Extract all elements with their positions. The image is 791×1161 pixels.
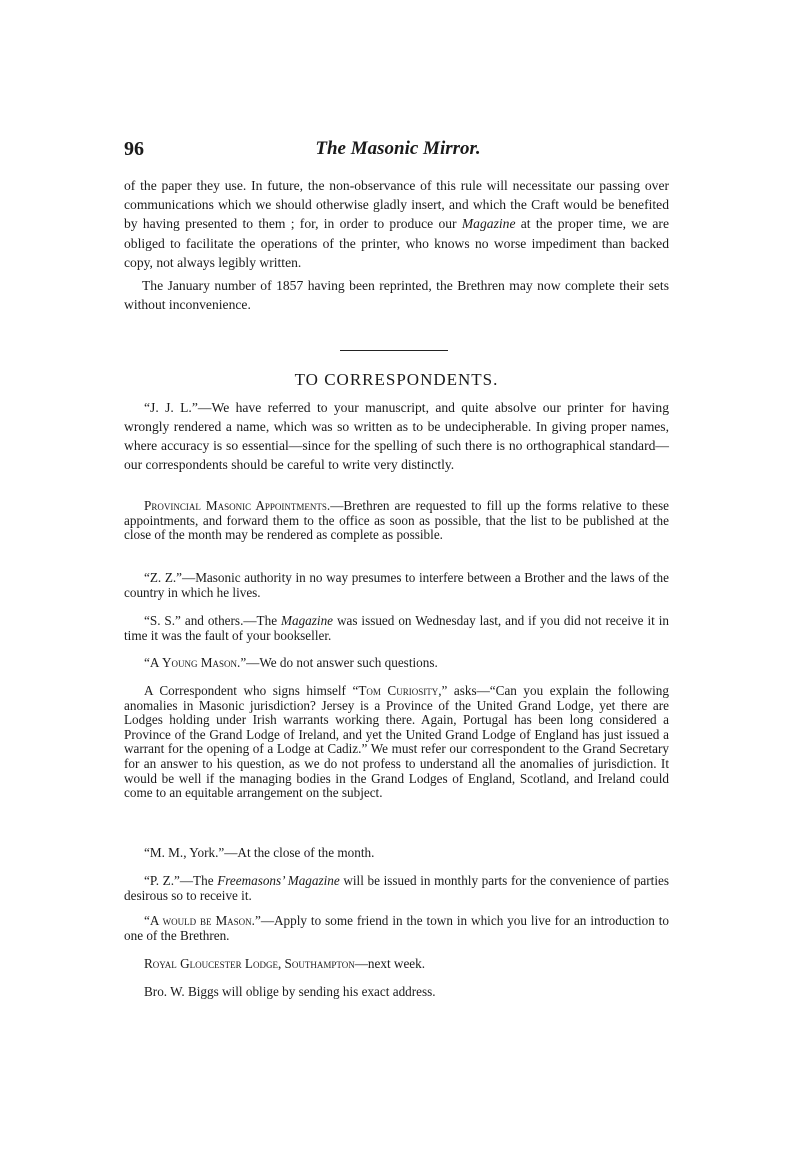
- correspondent-ss: [124, 614, 669, 643]
- intro-p1-start: of the paper they use. In future, the non-observance of this rule will necessitate our passing over communications which we should otherwise gladly insert, and which the Craft would be benefited by having presented to them ; for, in order to produce our: [124, 178, 669, 232]
- intro-paragraph-1: [124, 176, 669, 272]
- jjl-paragraph: “J. J. L.”—We have referred to your manuscript, and quite absolve our printer for having wrongly rendered a name, which was so written as to be undecipherable. In giving proper names, where accuracy is so essential—since for the spelling of such there is no orthographical standard—our correspondents should be careful to write very distinctly.: [124, 400, 669, 472]
- ss-magazine: Magazine: [281, 613, 334, 628]
- ss-before: “S. S.” and others.—The: [144, 613, 281, 628]
- would-be-quote: “A: [144, 913, 163, 928]
- correspondent-mm: [124, 846, 669, 861]
- young-mason-quote: “A: [144, 655, 162, 670]
- correspondent-royal-gloucester: [124, 957, 669, 972]
- royal-label: Royal Gloucester Lodge, Southampton: [144, 956, 355, 971]
- running-head: [124, 138, 672, 166]
- section-divider: [340, 350, 448, 351]
- pz-after: will be issued in monthly parts for the convenience of parties desirous so to receive it.: [124, 873, 669, 903]
- biggs-paragraph: Bro. W. Biggs will oblige by sending his exact address.: [144, 984, 436, 999]
- ss-after: was issued on Wednesday last, and if you did not receive it in time it was the fault of your bookseller.: [124, 613, 669, 643]
- provincial-text: —Brethren are requested to fill up the forms relative to these appointments, and forward them to the office as soon as possible, that the list to be published at the close of the month may be rendered as complete as possible.: [124, 498, 669, 543]
- young-mason-paragraph: [124, 656, 669, 671]
- intro-paragraph-2: The January number of 1857 having been reprinted, the Brethren may now complete their sets without inconvenience.: [124, 278, 669, 313]
- young-mason-label: Young Mason.: [161, 655, 241, 670]
- royal-paragraph: [124, 957, 669, 972]
- section-heading: TO CORRESPONDENTS.: [294, 370, 499, 389]
- mm-paragraph: “M. M., York.”—At the close of the month.: [144, 845, 375, 860]
- zz-paragraph: “Z. Z.”—Masonic authority in no way presumes to interfere between a Brother and the laws of the country in which he lives.: [124, 570, 669, 600]
- tom-after: ” asks—“Can you explain the following anomalies in Masonic jurisdiction? Jersey is a Province of the United Grand Lodge, yet there are Lodges holding under Irish warrants working there. Again, Portugal has been long considered a Province of the Grand Lodge of Ireland, and yet the United Grand Lodge of England has just issued a warrant for the opening of a Lodge at Cadiz.” We must refer our correspondent to the Grand Secretary for an answer to his question, as we do not profess to understand all the anomalies of jurisdiction. It would be well if the managing bodies in the Grand Lodges of England, Scotland, and Ireland could come to an equitable arrangement on the subject.: [124, 683, 669, 801]
- correspondent-provincial: [124, 499, 669, 543]
- magazine-italic: Magazine: [461, 216, 516, 232]
- young-mason-text: ”—We do not answer such questions.: [240, 655, 438, 670]
- would-be-text: ”—Apply to some friend in the town in which you live for an introduction to one of the Brethren.: [124, 913, 669, 943]
- would-be-paragraph: [124, 914, 669, 943]
- correspondent-biggs: [124, 985, 669, 1000]
- pz-before: “P. Z.”—The: [144, 873, 218, 888]
- tom-label: Tom Curiosity,: [358, 683, 442, 698]
- correspondent-would-be: [124, 914, 669, 943]
- royal-text: —next week.: [354, 956, 426, 971]
- page-number: 96: [124, 138, 144, 160]
- intro-p1-end: at the proper time, we are obliged to facilitate the operations of the printer, who knows no worse impediment than backed copy, not always legibly written.: [124, 216, 669, 270]
- provincial-paragraph: [124, 499, 669, 543]
- intro-text: [124, 176, 669, 318]
- correspondent-zz: [124, 571, 669, 600]
- would-be-label: would be Mason.: [162, 913, 255, 928]
- pz-magazine: Freemasons’ Magazine: [217, 873, 340, 888]
- correspondent-jjl: [124, 398, 669, 474]
- correspondent-young-mason: [124, 656, 669, 671]
- correspondent-tom-curiosity: [124, 684, 669, 801]
- tom-before: A Correspondent who signs himself “: [144, 683, 359, 698]
- pz-paragraph: [124, 874, 669, 903]
- correspondent-pz: [124, 874, 669, 903]
- journal-title: The Masonic Mirror.: [315, 138, 481, 159]
- ss-paragraph: [124, 614, 669, 643]
- tom-paragraph: [124, 684, 669, 801]
- provincial-label: Provincial Masonic Appointments.: [144, 498, 331, 513]
